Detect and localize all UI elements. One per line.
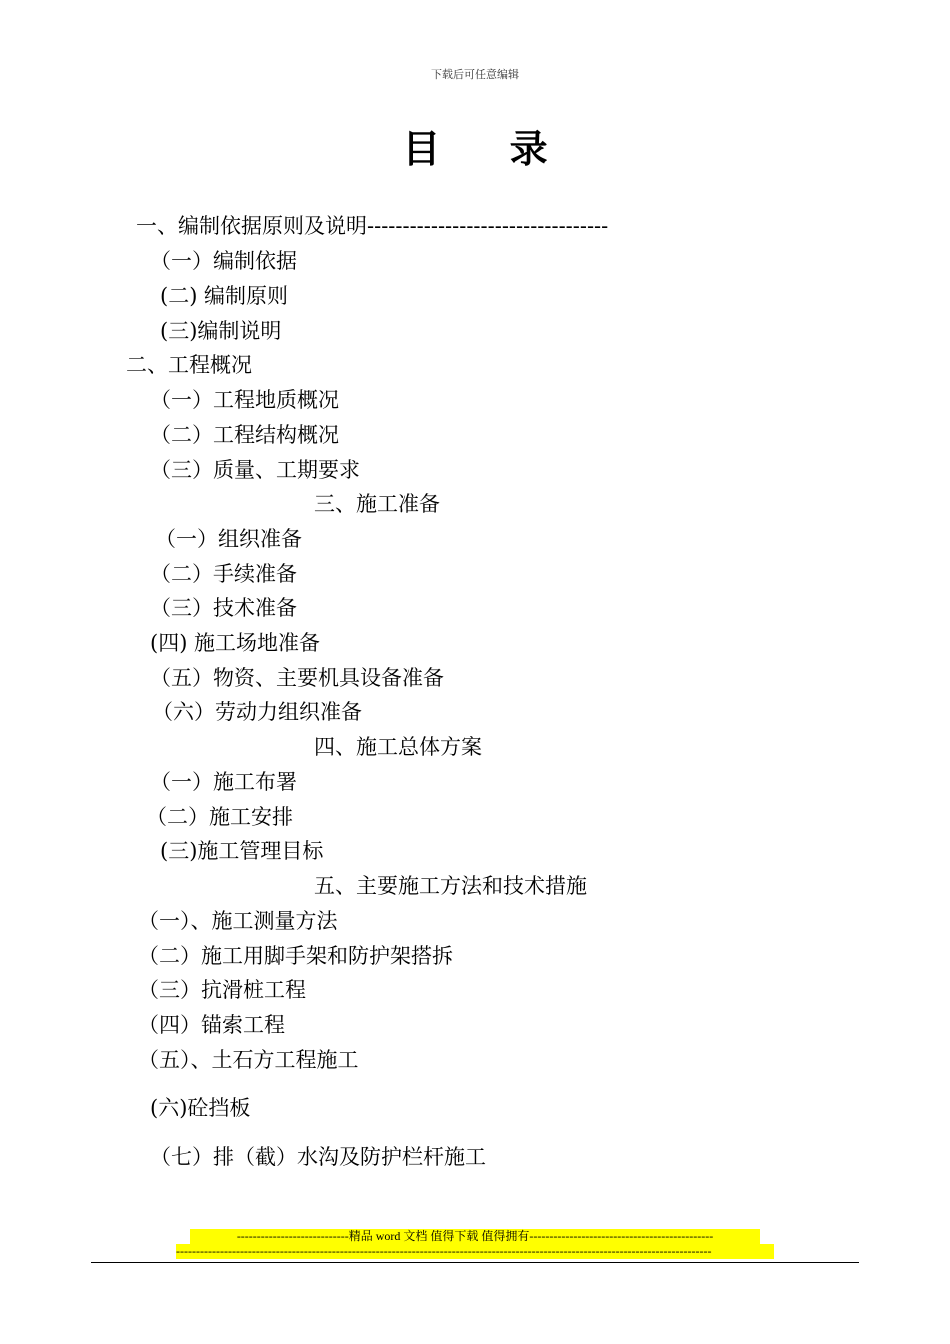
toc-item: （三）抗滑桩工程: [138, 978, 306, 1002]
toc-item: （四）锚索工程: [138, 1013, 285, 1037]
footer-banner-dashes: --------------------------------------------------------------------------------------------------------------------------------------: [176, 1244, 774, 1259]
footer-rule: [91, 1262, 859, 1263]
toc-item: （五）、土石方工程施工: [138, 1048, 359, 1072]
toc-item: （二）工程结构概况: [150, 423, 339, 447]
toc-item: （六）劳动力组织准备: [152, 700, 362, 724]
toc-item: （一）、施工测量方法: [138, 909, 338, 933]
toc-item: （七）排（截）水沟及防护栏杆施工: [150, 1145, 486, 1169]
toc-item: (六)砼挡板: [150, 1096, 251, 1120]
toc-item: 三、施工准备: [314, 492, 440, 516]
toc-item: （三）技术准备: [150, 596, 297, 620]
toc-item: 二、工程概况: [126, 353, 252, 377]
toc-item: (二) 编制原则: [160, 284, 289, 308]
toc-item: （一）组织准备: [155, 527, 302, 551]
toc-item: （一）施工布署: [150, 770, 297, 794]
toc-item: （一）工程地质概况: [150, 388, 339, 412]
toc-item: (三)施工管理目标: [160, 839, 324, 863]
toc-item: (四) 施工场地准备: [150, 631, 321, 655]
toc-item: （二）施工安排: [146, 805, 293, 829]
toc-item: (三)编制说明: [160, 319, 282, 343]
toc-item: 五、主要施工方法和技术措施: [314, 874, 587, 898]
header-note: 下载后可任意编辑: [431, 68, 519, 81]
toc-item: （二）施工用脚手架和防护架搭拆: [138, 944, 453, 968]
page-title: 目 录: [402, 127, 576, 171]
toc-item: 一、编制依据原则及说明----------------------------------: [136, 214, 609, 238]
toc-item: （三）质量、工期要求: [150, 458, 360, 482]
toc-item: （一）编制依据: [150, 249, 297, 273]
toc-item: （二）手续准备: [150, 562, 297, 586]
footer-banner: ----------------------------精品 word 文档 值得下载 值得拥有----------------------------------------------: [190, 1229, 760, 1244]
toc-item: 四、施工总体方案: [314, 735, 482, 759]
toc-item: （五）物资、主要机具设备准备: [150, 666, 444, 690]
